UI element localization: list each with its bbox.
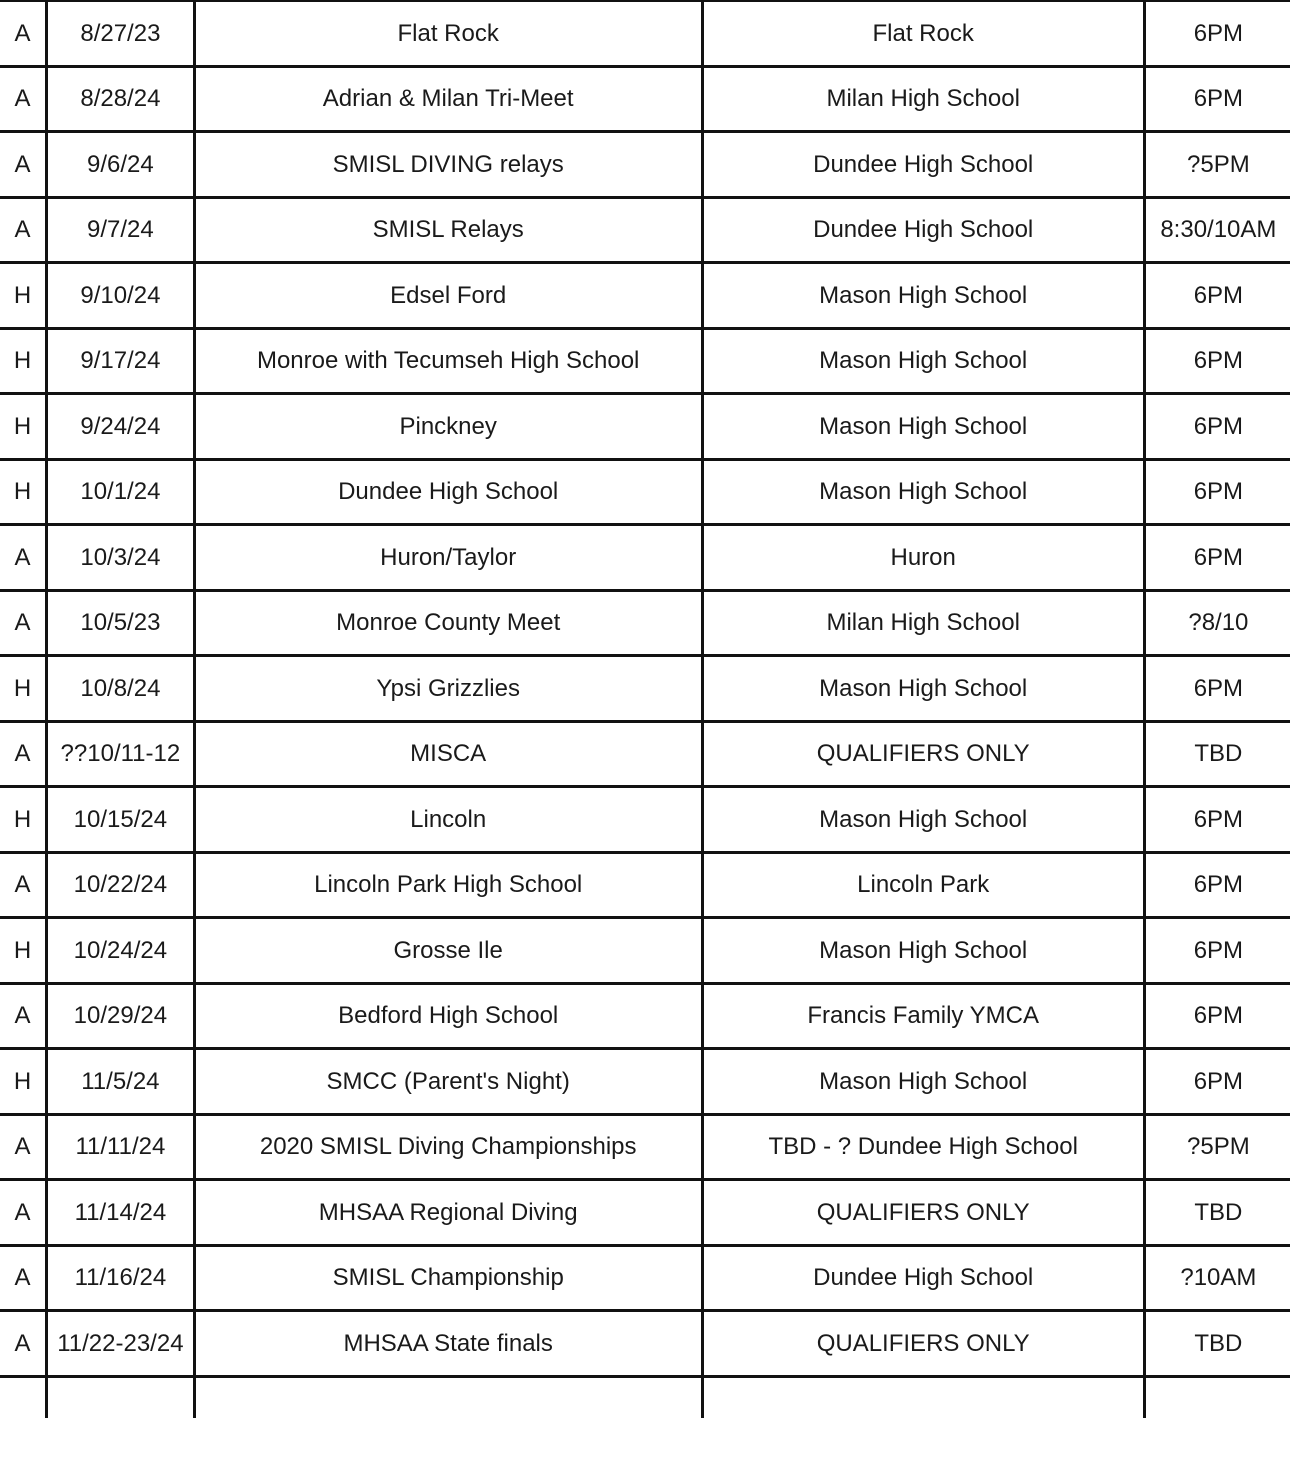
table-row: [0, 590, 1290, 656]
event-cell: SMCC (Parent's Night): [194, 1049, 702, 1115]
date-cell: 8/28/24: [47, 66, 195, 132]
time-cell: 6PM: [1144, 394, 1290, 460]
table-row: [0, 983, 1290, 1049]
event-cell: Huron/Taylor: [194, 525, 702, 591]
date-cell: 10/29/24: [47, 983, 195, 1049]
home-away-cell: H: [0, 394, 47, 460]
home-away-cell: A: [0, 721, 47, 787]
home-away-cell: A: [0, 66, 47, 132]
table-row: [0, 1114, 1290, 1180]
time-cell: ?10AM: [1144, 1245, 1290, 1311]
date-cell: 9/10/24: [47, 263, 195, 329]
location-cell: Dundee High School: [702, 1245, 1144, 1311]
table-row: [0, 132, 1290, 198]
location-cell: Mason High School: [702, 328, 1144, 394]
home-away-cell: H: [0, 656, 47, 722]
date-cell: 11/11/24: [47, 1114, 195, 1180]
event-cell: SMISL Championship: [194, 1245, 702, 1311]
event-cell: Edsel Ford: [194, 263, 702, 329]
location-cell: Mason High School: [702, 918, 1144, 984]
event-cell: MISCA: [194, 721, 702, 787]
time-cell: 6PM: [1144, 787, 1290, 853]
home-away-cell: A: [0, 1245, 47, 1311]
time-cell: 6PM: [1144, 328, 1290, 394]
location-cell: Mason High School: [702, 656, 1144, 722]
time-cell: 6PM: [1144, 918, 1290, 984]
table-row: [0, 1245, 1290, 1311]
event-cell: Lincoln Park High School: [194, 852, 702, 918]
table-row: [0, 66, 1290, 132]
location-cell: Dundee High School: [702, 197, 1144, 263]
event-cell: Monroe with Tecumseh High School: [194, 328, 702, 394]
table-row: [0, 1049, 1290, 1115]
event-cell: SMISL DIVING relays: [194, 132, 702, 198]
home-away-cell: H: [0, 918, 47, 984]
meet-schedule-body: [0, 1, 1290, 1418]
event-cell: Ypsi Grizzlies: [194, 656, 702, 722]
location-cell: Huron: [702, 525, 1144, 591]
empty-cell: [0, 1376, 47, 1418]
date-cell: 10/22/24: [47, 852, 195, 918]
home-away-cell: H: [0, 263, 47, 329]
event-cell: MHSAA State finals: [194, 1311, 702, 1377]
event-cell: Flat Rock: [194, 1, 702, 66]
event-cell: Monroe County Meet: [194, 590, 702, 656]
empty-cell: [702, 1376, 1144, 1418]
table-row: [0, 918, 1290, 984]
table-row: [0, 656, 1290, 722]
home-away-cell: A: [0, 1180, 47, 1246]
location-cell: Mason High School: [702, 394, 1144, 460]
table-row: [0, 1180, 1290, 1246]
date-cell: 9/17/24: [47, 328, 195, 394]
time-cell: TBD: [1144, 1311, 1290, 1377]
time-cell: ?5PM: [1144, 132, 1290, 198]
date-cell: 10/15/24: [47, 787, 195, 853]
table-row: [0, 852, 1290, 918]
date-cell: 11/16/24: [47, 1245, 195, 1311]
event-cell: Dundee High School: [194, 459, 702, 525]
home-away-cell: H: [0, 787, 47, 853]
home-away-cell: A: [0, 852, 47, 918]
time-cell: ?5PM: [1144, 1114, 1290, 1180]
event-cell: Grosse Ile: [194, 918, 702, 984]
date-cell: 11/22-23/24: [47, 1311, 195, 1377]
time-cell: 8:30/10AM: [1144, 197, 1290, 263]
empty-cell: [1144, 1376, 1290, 1418]
time-cell: 6PM: [1144, 1049, 1290, 1115]
table-row: [0, 263, 1290, 329]
event-cell: Pinckney: [194, 394, 702, 460]
time-cell: TBD: [1144, 721, 1290, 787]
time-cell: ?8/10: [1144, 590, 1290, 656]
table-row: [0, 197, 1290, 263]
empty-cell: [47, 1376, 195, 1418]
home-away-cell: H: [0, 328, 47, 394]
home-away-cell: H: [0, 459, 47, 525]
home-away-cell: A: [0, 525, 47, 591]
time-cell: 6PM: [1144, 525, 1290, 591]
time-cell: 6PM: [1144, 852, 1290, 918]
empty-cell: [194, 1376, 702, 1418]
home-away-cell: A: [0, 197, 47, 263]
home-away-cell: A: [0, 983, 47, 1049]
location-cell: Mason High School: [702, 1049, 1144, 1115]
date-cell: 10/1/24: [47, 459, 195, 525]
table-row: [0, 1, 1290, 66]
location-cell: Lincoln Park: [702, 852, 1144, 918]
time-cell: 6PM: [1144, 983, 1290, 1049]
event-cell: 2020 SMISL Diving Championships: [194, 1114, 702, 1180]
time-cell: 6PM: [1144, 656, 1290, 722]
table-row: [0, 328, 1290, 394]
table-row: [0, 525, 1290, 591]
event-cell: Bedford High School: [194, 983, 702, 1049]
location-cell: Mason High School: [702, 459, 1144, 525]
event-cell: Adrian & Milan Tri-Meet: [194, 66, 702, 132]
date-cell: 10/5/23: [47, 590, 195, 656]
table-row: [0, 459, 1290, 525]
location-cell: Dundee High School: [702, 132, 1144, 198]
time-cell: 6PM: [1144, 1, 1290, 66]
date-cell: 10/24/24: [47, 918, 195, 984]
date-cell: ??10/11-12: [47, 721, 195, 787]
home-away-cell: A: [0, 1114, 47, 1180]
table-row: [0, 787, 1290, 853]
date-cell: 10/3/24: [47, 525, 195, 591]
event-cell: Lincoln: [194, 787, 702, 853]
location-cell: Milan High School: [702, 66, 1144, 132]
location-cell: QUALIFIERS ONLY: [702, 721, 1144, 787]
location-cell: TBD - ? Dundee High School: [702, 1114, 1144, 1180]
location-cell: Francis Family YMCA: [702, 983, 1144, 1049]
home-away-cell: A: [0, 1, 47, 66]
home-away-cell: A: [0, 1311, 47, 1377]
time-cell: 6PM: [1144, 66, 1290, 132]
time-cell: 6PM: [1144, 263, 1290, 329]
time-cell: TBD: [1144, 1180, 1290, 1246]
location-cell: Flat Rock: [702, 1, 1144, 66]
location-cell: QUALIFIERS ONLY: [702, 1180, 1144, 1246]
date-cell: 9/6/24: [47, 132, 195, 198]
event-cell: MHSAA Regional Diving: [194, 1180, 702, 1246]
location-cell: Mason High School: [702, 263, 1144, 329]
location-cell: QUALIFIERS ONLY: [702, 1311, 1144, 1377]
empty-table-row: [0, 1376, 1290, 1418]
table-row: [0, 1311, 1290, 1377]
date-cell: 11/5/24: [47, 1049, 195, 1115]
home-away-cell: A: [0, 590, 47, 656]
location-cell: Milan High School: [702, 590, 1144, 656]
home-away-cell: A: [0, 132, 47, 198]
date-cell: 8/27/23: [47, 1, 195, 66]
table-row: [0, 394, 1290, 460]
time-cell: 6PM: [1144, 459, 1290, 525]
date-cell: 9/24/24: [47, 394, 195, 460]
table-row: [0, 721, 1290, 787]
home-away-cell: H: [0, 1049, 47, 1115]
date-cell: 11/14/24: [47, 1180, 195, 1246]
location-cell: Mason High School: [702, 787, 1144, 853]
date-cell: 9/7/24: [47, 197, 195, 263]
date-cell: 10/8/24: [47, 656, 195, 722]
event-cell: SMISL Relays: [194, 197, 702, 263]
